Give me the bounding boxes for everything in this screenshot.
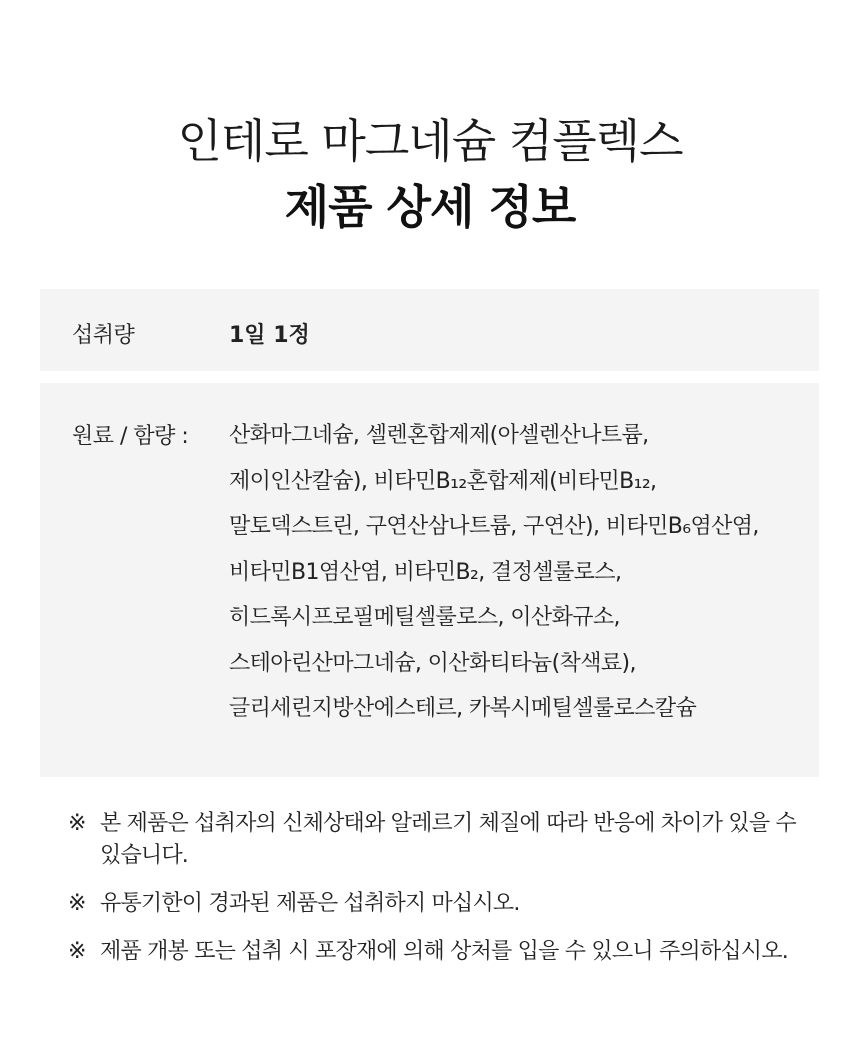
page-title: 제품 상세 정보 [284,180,576,234]
dose-row [40,289,819,371]
reference-mark-icon: ※ [68,811,86,836]
caution-note-text: 제품 개봉 또는 섭취 시 포장재에 의해 상처를 입을 수 있으니 주의하십시오. [100,939,788,964]
ingredients-text: 산화마그네슘, 셀렌혼합제제(아셀렌산나트륨, 제이인산칼슘), 비타민B₁₂혼합제제(비타민B₁₂, 말토덱스트린, 구연산삼나트륨, 구연산), 비타민B₆염산염, 비타민B1염산염, 비타민B₂, 결정셀룰로스, 히드록시프로필메틸셀룰로스, 이산화규소, 스테아린산마그네슘, 이산화티타늄(착색료), 글리세린지방산에스테르, 카복시메틸셀룰로스칼슘 [229,423,759,721]
dose-label: 섭취량 [72,323,135,348]
caution-notes [68,808,808,984]
reference-mark-icon: ※ [68,891,86,916]
caution-note [68,936,808,968]
caution-note-text: 본 제품은 섭취자의 신체상태와 알레르기 체질에 따라 반응에 차이가 있을 수 있습니다. [100,811,796,868]
ingredients-row [40,383,819,777]
reference-mark-icon: ※ [68,939,86,964]
page-header [0,110,860,238]
caution-note-text: 유통기한이 경과된 제품은 섭취하지 마십시오. [100,891,520,916]
caution-note [68,888,808,920]
ingredients-label: 원료 / 함량 : [72,424,189,449]
caution-note [68,808,808,872]
product-name: 인테로 마그네슘 컴플렉스 [177,114,683,168]
dose-value: 1일 1정 [229,323,310,348]
